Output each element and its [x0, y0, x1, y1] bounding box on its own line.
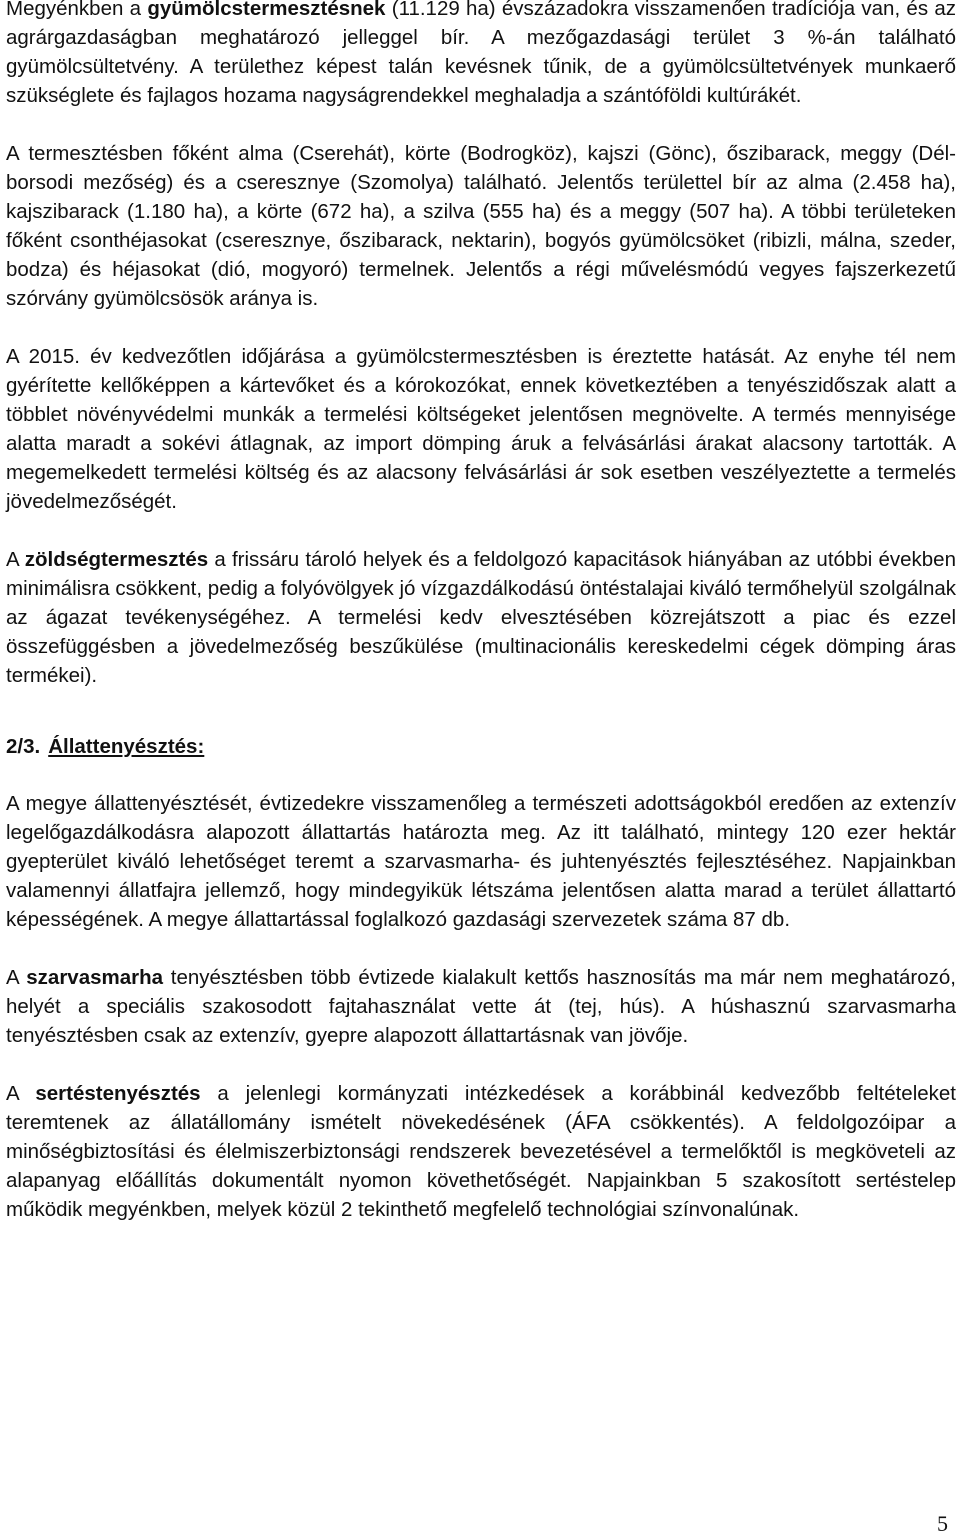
paragraph-vegetable-growing	[6, 545, 956, 690]
bold-term-fruit-growing: gyümölcstermesztésnek	[147, 0, 386, 20]
section-heading	[6, 732, 956, 761]
paragraph-text: a jelenlegi kormányzati intézkedések a korábbinál kedvezőbb feltételeket teremtenek az állatállomány ismételt növekedésének (ÁFA csökkentés). A feldolgozóipar a minőségbiztosítási és élelmiszerbiztonsági rendszerek bevezetésével a termelőktől is megköveteli az alapanyag előállítás dokumentált nyomon követhetőségét. Napjainkban 5 szakosított sertéstelep működik megyénkben, melyek közül 2 tekinthető megfelelő technológiai színvonalúnak.	[6, 1082, 956, 1221]
paragraph-pig-breeding	[6, 1079, 956, 1224]
document-page	[6, 0, 956, 1224]
bold-term-pig-breeding: sertéstenyésztés	[35, 1082, 201, 1105]
paragraph-text: Megyénkben a	[6, 0, 148, 20]
section-number: 2/3.	[6, 735, 41, 758]
paragraph-cattle	[6, 963, 956, 1050]
paragraph-text: tenyésztésben több évtizede kialakult kettős hasznosítás ma már nem meghatározó, helyét a speciális szakosodott fajtahasználat vette át (tej, hús). A húshasznú szarvasmarha tenyésztésben csak az extenzív, gyepre alapozott állattartásnak van jövője.	[6, 966, 956, 1047]
paragraph-text: A	[6, 548, 25, 571]
section-title: Állattenyésztés:	[48, 735, 205, 758]
paragraph-fruit-growing	[6, 0, 956, 110]
paragraph-text: A	[6, 1082, 36, 1105]
paragraph-weather-2015: A 2015. év kedvezőtlen időjárása a gyümölcstermesztésben is éreztette hatását. Az enyhe tél nem gyérítette kellőképpen a kártevőket és a kórokozókat, ennek következtében a tenyészidőszak alatt a többlet növényvédelmi munkák a termelési költségeket jelentősen megnövelte. A termés mennyisége alatta maradt a sokévi átlagnak, az import dömping áruk a felvásárlási árakat alacsony tartották. A megemelkedett termelési költség és az alacsony felvásárlási ár sok esetben veszélyeztette a termelés jövedelmezőségét.	[6, 345, 956, 513]
bold-term-vegetable-growing: zöldségtermesztés	[24, 548, 209, 571]
paragraph-text: (11.129 ha) évszázadokra visszamenően tradíciója van, és az agrárgazdaságban meghatározó jelleggel bír. A mezőgazdasági terület 3 %-án található gyümölcsültetvény. A területhez képest talán kevésnek tűnik, de a gyümölcsültetvények munkaerő szükséglete és fajlagos hozama nagyságrendekkel meghaladja a szántóföldi kultúrákét.	[6, 0, 956, 107]
paragraph-fruit-species: A termesztésben főként alma (Cserehát), körte (Bodrogköz), kajszi (Gönc), őszibarack, meggy (Dél-borsodi mezőség) és a cseresznye (Szomolya) található. Jelentős területtel bír az alma (2.458 ha), kajszibarack (1.180 ha), a körte (672 ha), a szilva (555 ha) és a meggy (507 ha). A többi területeken főként csonthéjasokat (cseresznye, őszibarack, nektarin), bogyós gyümölcsöket (ribizli, málna, szeder, bodza) és héjasokat (dió, mogyoró) termelnek. Jelentős a régi művelésmódú vegyes fajszerkezetű szórvány gyümölcsösök aránya is.	[6, 142, 956, 310]
page-number: 5	[937, 1511, 948, 1536]
paragraph-livestock: A megye állattenyésztését, évtizedekre visszamenőleg a természeti adottságokból eredően az extenzív legelőgazdálkodásra alapozott állattartás határozta meg. Az itt található, mintegy 120 ezer hektár gyepterület kiváló lehetőséget teremt a szarvasmarha- és juhtenyésztés fejlesztéséhez. Napjainkban valamennyi állatfajra jellemző, hogy mindegyikük létszáma jelentősen alatta marad a terület állattartó képességének. A megye állattartással foglalkozó gazdasági szervezetek száma 87 db.	[6, 792, 956, 931]
bold-term-cattle: szarvasmarha	[26, 966, 164, 989]
paragraph-text: a frissáru tároló helyek és a feldolgozó kapacitások hiányában az utóbbi években minimálisra csökkent, pedig a folyóvölgyek jó vízgazdálkodású öntéstalajai kiváló termőhelyül szolgálnak az ágazat tevékenységéhez. A termelési kedv elvesztésében közrejátszott a piac és ezzel összefüggésben a jövedelmezőség beszűkülése (multinacionális kereskedelmi cégek dömping áras termékei).	[6, 548, 956, 687]
paragraph-text: A	[6, 966, 27, 989]
